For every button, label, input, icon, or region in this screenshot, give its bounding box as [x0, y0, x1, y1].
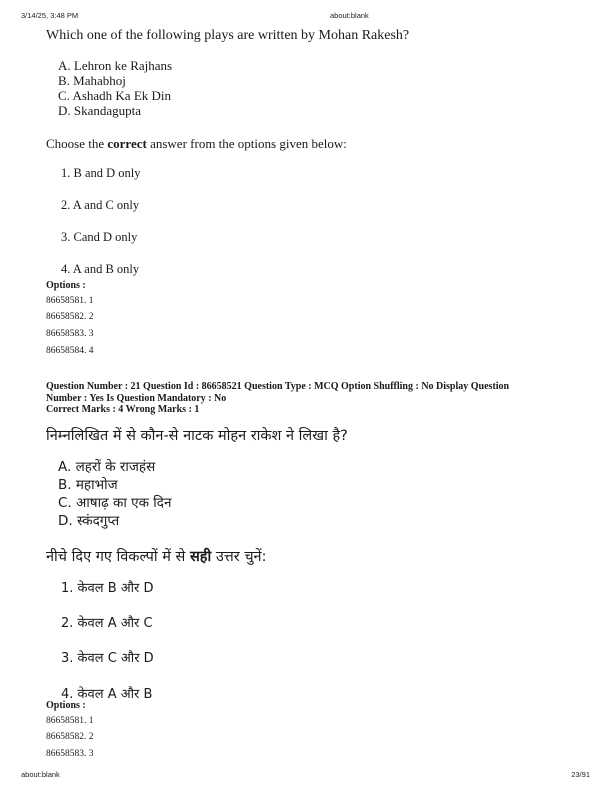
option-id-21-1: 86658581. 1 [46, 716, 94, 726]
question-20-text: Which one of the following plays are written by Mohan Rakesh? [46, 28, 410, 43]
choice-4-hindi: 4. केवल A और B [61, 687, 153, 702]
choice-1-hindi: 1. केवल B और D [61, 581, 154, 596]
instruction-hindi-emphasis: सही [189, 549, 212, 565]
statement-a-hindi: A. लहरों के राजहंस [58, 459, 156, 475]
question-20-instruction [46, 136, 347, 152]
statement-c: C. Ashadh Ka Ek Din [58, 88, 172, 103]
choice-2: 2. A and C only [61, 198, 140, 212]
statement-b: B. Mahabhoj [58, 73, 126, 88]
meta-line-2: Number : Yes Is Question Mandatory : No [46, 392, 227, 404]
statement-a: A. Lehron ke Rajhans [58, 58, 173, 73]
print-datetime: 3/14/25, 3:48 PM [21, 11, 79, 20]
option-id-1: 86658581. 1 [46, 296, 94, 306]
print-title: about:blank [330, 11, 369, 20]
statement-d: D. Skandagupta [58, 103, 142, 118]
options-label: Options : [46, 280, 86, 291]
statement-c-hindi: C. आषाढ़ का एक दिन [58, 495, 172, 511]
option-id-3: 86658583. 3 [46, 329, 94, 339]
option-id-21-2: 86658582. 2 [46, 732, 94, 742]
question-20-statements [58, 58, 172, 118]
instruction-hindi-text-end: उत्तर चुनें: [211, 549, 267, 565]
meta-line-3: Correct Marks : 4 Wrong Marks : 1 [46, 404, 200, 415]
question-21-statements [58, 458, 171, 530]
option-id-21-3: 86658583. 3 [46, 749, 94, 759]
statement-b-hindi: B. महाभोज [58, 477, 118, 493]
question-21-instruction [46, 546, 267, 566]
instruction-text: Choose the [46, 136, 108, 151]
options-label-21: Options : [46, 700, 86, 711]
instruction-text-end: answer from the options given below: [146, 136, 347, 151]
page-number: 23/91 [571, 770, 590, 779]
instruction-emphasis: correct [107, 136, 147, 151]
question-21-text: निम्नलिखित में से कौन-से नाटक मोहन राकेश ने लिखा है? [46, 428, 348, 444]
question-21-meta [46, 381, 509, 416]
statement-d-hindi: D. स्कंदगुप्त [58, 513, 120, 529]
meta-line-1: Question Number : 21 Question Id : 86658521 Question Type : MCQ Option Shuffling : No Display Question [46, 381, 510, 392]
choice-3-hindi: 3. केवल C और D [61, 651, 154, 666]
option-id-2: 86658582. 2 [46, 312, 94, 322]
option-id-4: 86658584. 4 [46, 346, 94, 356]
choice-2-hindi: 2. केवल A और C [61, 616, 153, 631]
print-url: about:blank [21, 770, 60, 779]
choice-3: 3. Cand D only [61, 230, 138, 244]
instruction-hindi-text: नीचे दिए गए विकल्पों में से [46, 549, 190, 565]
choice-1: 1. B and D only [61, 166, 141, 180]
choice-4: 4. A and B only [61, 262, 140, 276]
